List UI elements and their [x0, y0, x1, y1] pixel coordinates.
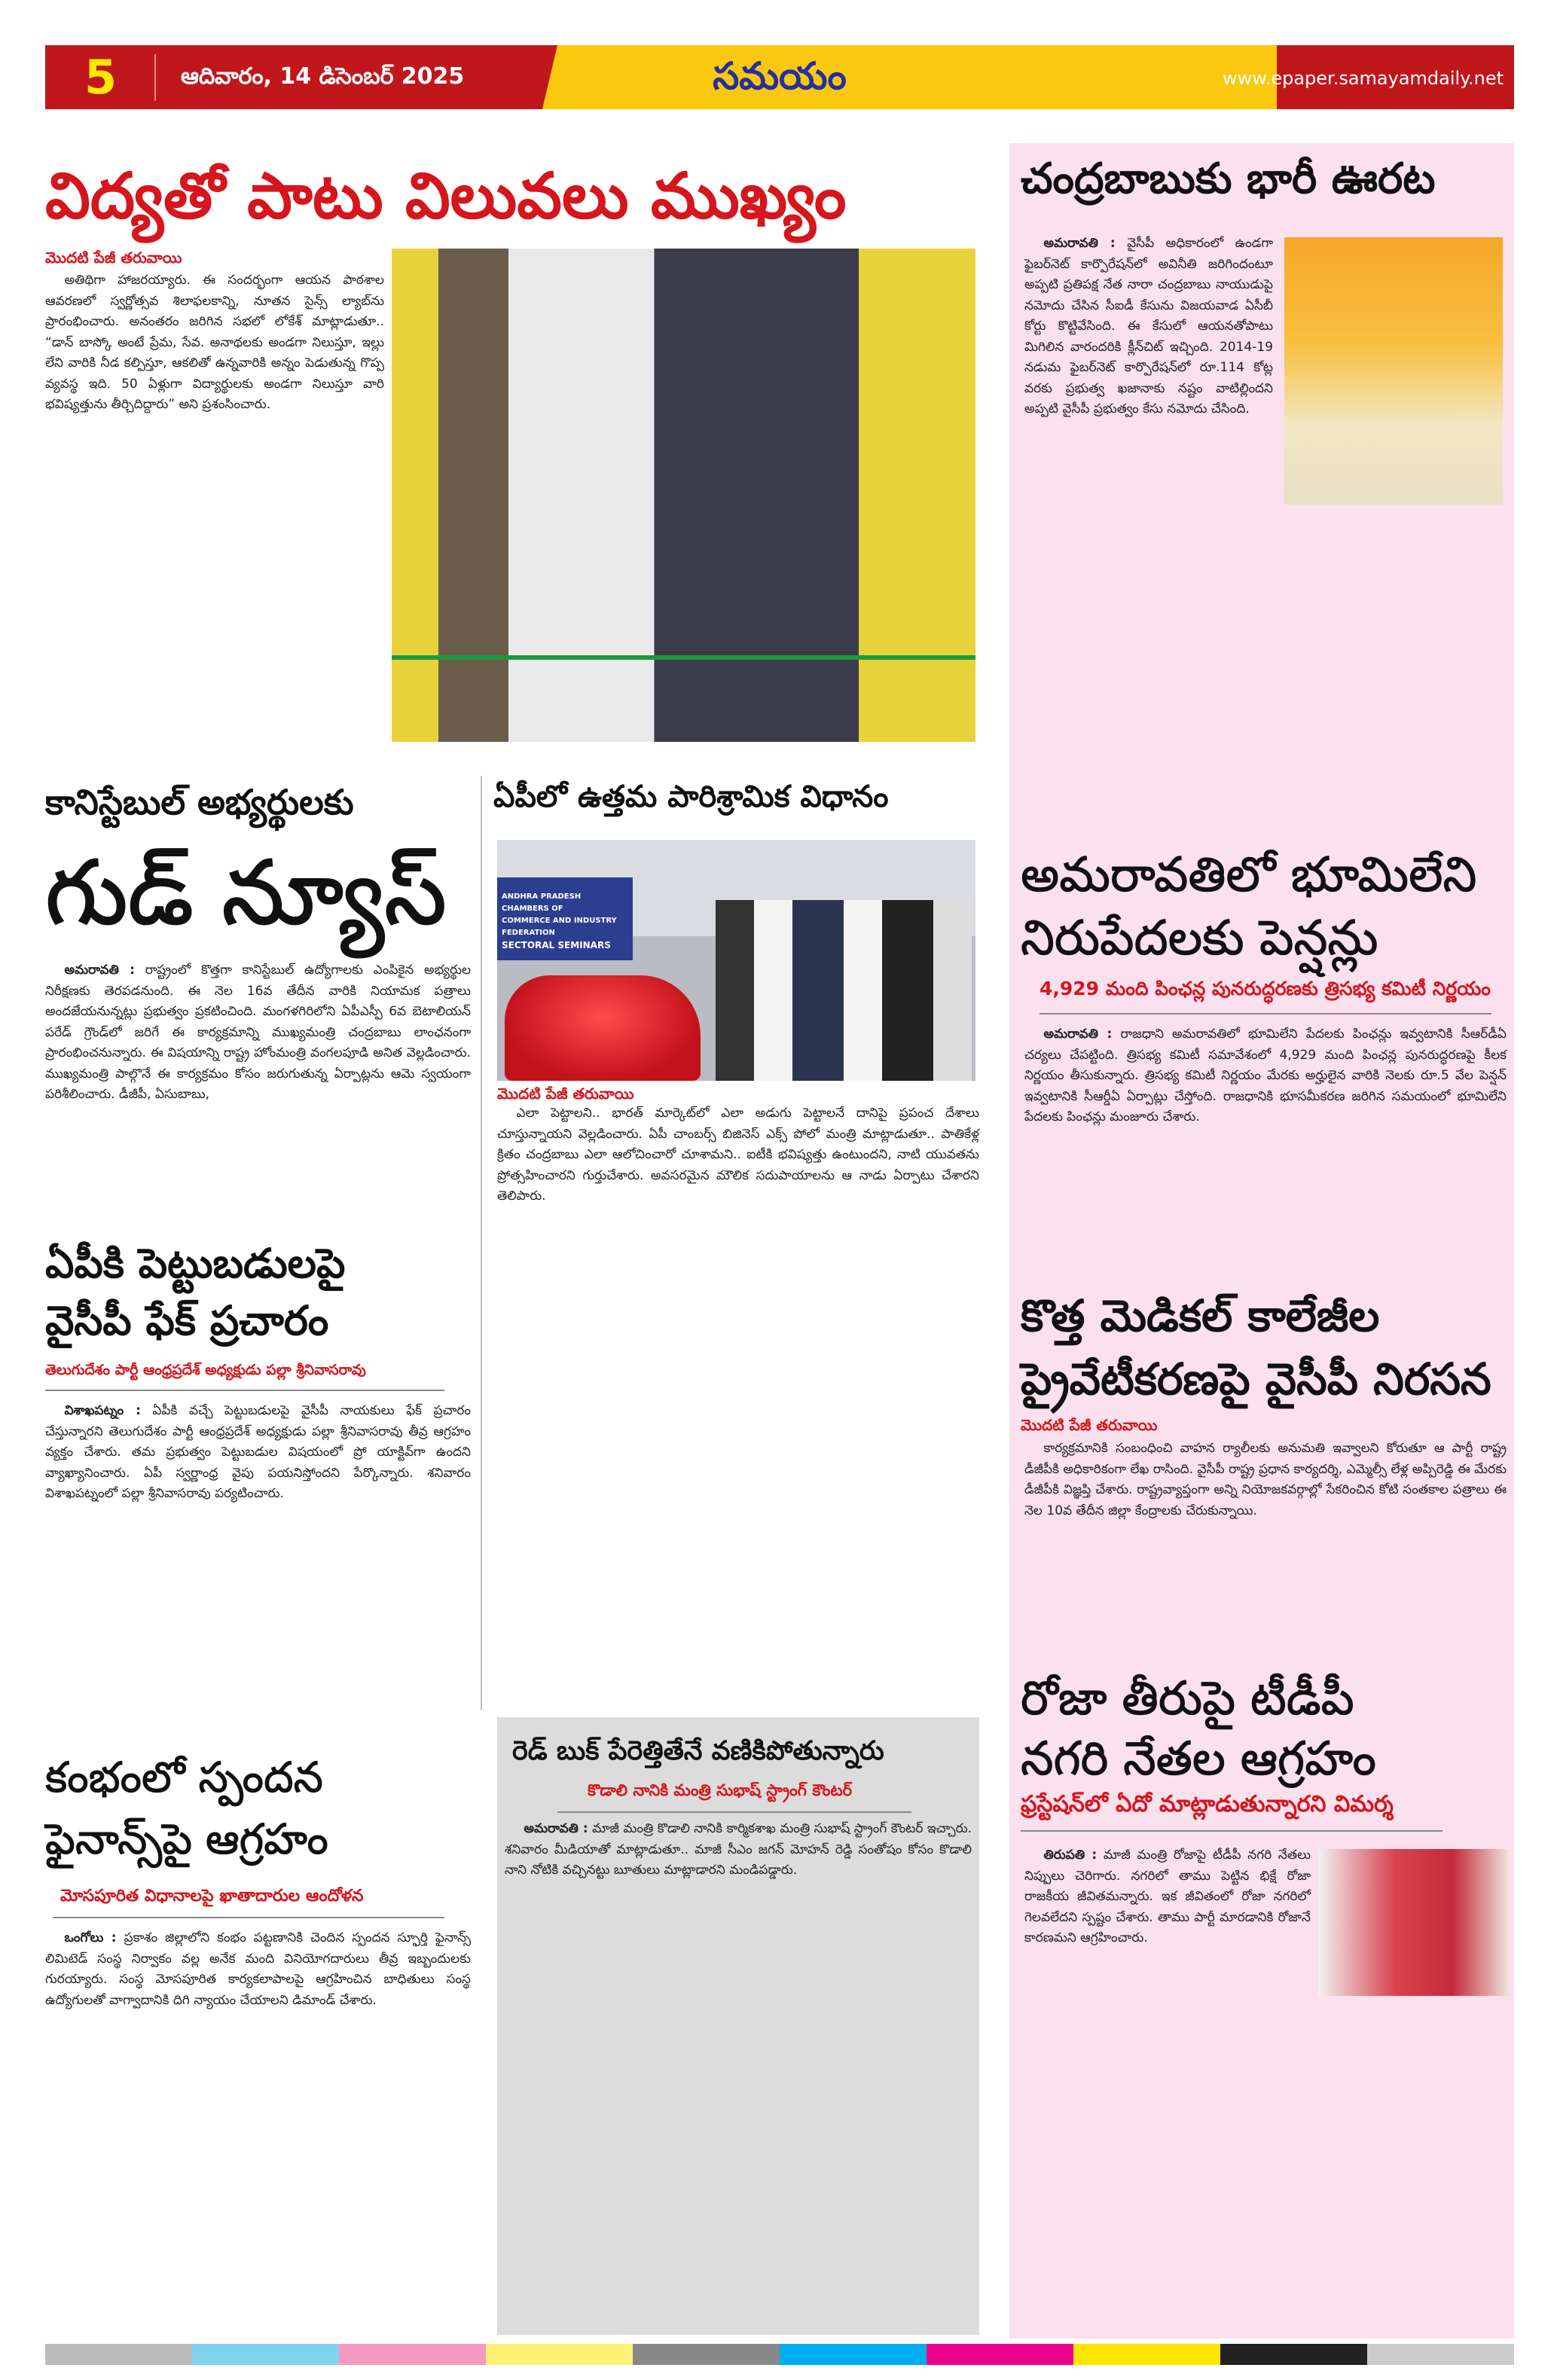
redbook-box [497, 1717, 979, 2335]
constable-body: అమరావతి : రాష్ట్రంలో కొత్తగా కానిస్టేబుల్ ఉద్యోగాలకు ఎంపికైన అభ్యర్థుల నిరీక్షణకు తెరపడనుంది. ఈ నెల 16వ తేదీన వారికి నియామక పత్రాలు అందజేయనున్నట్లు ప్రభుత్వం ప్రకటించింది. మంగళగిరిలోని ఏపీఎస్పీ 6వ బెటాలియన్ పరేడ్ గ్రౌండ్‌లో జరిగే ఈ కార్యక్రమాన్ని ముఖ్యమంత్రి చంద్రబాబు లాంఛనంగా ప్రారంభించనున్నారు. ఈ విషయాన్ని రాష్ట్ర హోంమంత్రి వంగలపూడి అనిత వెల్లడించారు. ముఖ్యమంత్రి పాల్గొనే ఈ కార్యక్రమం కోసం జరుగుతున్న ఏర్పాట్లను ఆమె స్వయంగా పరిశీలించారు. డీజీపీ, ఏసుబాబు, [45, 963, 471, 1103]
kambham-headline: కంభంలో స్పందన ఫైనాన్స్‌పై ఆగ్రహం [45, 1753, 328, 1864]
dignitaries [716, 900, 972, 1081]
color-bar [927, 2344, 1073, 2365]
lead-body: అతిథిగా హాజరయ్యారు. ఈ సందర్భంగా ఆయన పాఠశాల ఆవరణలో స్వర్ణోత్సవ శిలాఫలకాన్ని, నూతన సైన్స్ ల్యాబ్‌ను ప్రారంభించారు. అనంతరం జరిగిన సభలో లోకేశ్ మాట్లాడుతూ.. “డాన్ బాస్కో అంటే ప్రేమ, సేవ. అనాథలకు అండగా నిలుస్తూ, ఇల్లు లేని వారికి నీడ కల్పిస్తూ, ఆకలితో ఉన్నవారికి అన్నం పెడుతున్న గొప్ప వ్యవస్థ ఇది. 50 ఏళ్లుగా విద్యార్థులకు అండగా నిలుస్తూ వారి భవిష్యత్తును తీర్చిదిద్దారు” అని ప్రశంసించారు. [45, 273, 384, 413]
lead-photo [392, 249, 975, 742]
chandrababu-headline: చంద్రబాబుకు భారీ ఊరట [1021, 154, 1436, 203]
newspaper-logo: సమయం [713, 54, 847, 98]
constable-headline-line1: కానిస్టేబుల్ అభ్యర్థులకు [45, 782, 354, 822]
masthead [45, 45, 1514, 109]
redbook-headline: రెడ్ బుక్ పేరెత్తితేనే వణికిపోతున్నారు [512, 1736, 884, 1766]
constable-headline-line2: గుడ్ న్యూస్ [45, 841, 447, 944]
kambham-body: ఒంగోలు : ప్రకాశం జిల్లాలోని కంభం పట్టణానికి చెందిన స్పందన స్ఫూర్తి ఫైనాన్స్ లిమిటెడ్ సంస్థ నిర్వాకం వల్ల అనేక మంది వినియోగదారులు తీవ్ర ఇబ్బందులకు గురయ్యారు. సంస్థ మోసపూరిత కార్యకలాపాలపై ఆగ్రహించిన బాధితులు సంస్థ ఉద్యోగులతో వాగ్వాదానికి దిగి న్యాయం చేయాలని డిమాండ్ చేశారు. [45, 1930, 472, 2008]
roja-headline: రోజా తీరుపై టీడీపీ నగరి నేతల ఆగ్రహం [1021, 1671, 1376, 1786]
color-bar [1073, 2344, 1220, 2365]
divider [1040, 1013, 1491, 1015]
investment-subhead: తెలుగుదేశం పార్టీ ఆంధ్రప్రదేశ్ అధ్యక్షుడు పల్లా శ్రీనివాసరావు [45, 1362, 366, 1378]
continued-label: మొదటి పేజీ తరువాయి [45, 249, 182, 267]
color-bar [1367, 2344, 1514, 2365]
page-number: 5 [84, 50, 118, 105]
continued-label: మొదటి పేజీ తరువాయి [497, 1085, 634, 1103]
continued-label: మొదటి పేజీ తరువాయి [1021, 1416, 1158, 1434]
redbook-body: అమరావతి : మాజీ మంత్రి కొడాలి నానికి కార్మికశాఖ మంత్రి సుభాష్ స్ట్రాంగ్ కౌంటర్ ఇచ్చారు. శనివారం మీడియాతో మాట్లాడుతూ.. మాజీ సీఎం జగన్ మోహన్ రెడ్డి సంతోషం కోసం కొడాలి నాని నోటికి వచ్చినట్టు బూతులు మాట్లాడారని మండిపడ్డారు. [505, 1821, 972, 1878]
divider [1021, 1830, 1443, 1832]
color-bar [339, 2344, 486, 2365]
color-bar [1220, 2344, 1367, 2365]
investment-body: విశాఖపట్నం : ఏపీకి వచ్చే పెట్టుబడులపై వైసీపీ నాయకులు ఫేక్ ప్రచారం చేస్తున్నారని తెలుగుదేశం పార్టీ ఆంధ్రప్రదేశ్ అధ్యక్షుడు పల్లా శ్రీనివాసరావు తీవ్ర ఆగ్రహం వ్యక్తం చేశారు. తమ ప్రభుత్వం పెట్టుబడుల విషయంలో ప్రో యాక్టివ్‌గా ఉందని వ్యాఖ్యానించారు. ఏపీ స్వర్ణాంధ్ర వైపు పయనిస్తోందని పేర్కొన్నారు. శనివారం విశాఖపట్నంలో పల్లా శ్రీనివాసరావు పర్యటించారు. [45, 1403, 472, 1502]
color-bar [633, 2344, 780, 2365]
issue-date: ఆదివారం, 14 డిసెంబర్ 2025 [181, 63, 465, 90]
industrial-photo [497, 840, 975, 1081]
industrial-body: ఎలా పెట్టాలని.. భారత్ మార్కెట్‌లో ఎలా అడుగు పెట్టాలనే దానిపై ప్రపంచ దేశాలు చూస్తున్నాయని వెల్లడించారు. ఏపీ చాంబర్స్ బిజినెస్ ఎక్స్ పోలో మంత్రి మాట్లాడుతూ.. పాతికేళ్ల క్రితం చంద్రబాబు ఎలా ఆలోచించారో చూశామని.. ఐటీకి భవిష్యత్తు ఉంటుందని, నాటి యువతను ప్రోత్సహించారని గుర్తుచేశారు. అవసరమైన మౌలిక సదుపాయాలను ఆ నాడు ఏర్పాటు చేశారని తెలిపారు. [497, 1106, 979, 1204]
roja-photo [1318, 1849, 1510, 1996]
pension-body: అమరావతి : రాజధాని అమరావతిలో భూమిలేని పేదలకు పింఛన్లు ఇవ్వటానికి సీఆర్‌డీఏ చర్యలు చేపట్టింది. త్రిసభ్య కమిటీ సమావేశంలో 4,929 మంది పింఛన్ల పునరుద్ధరణపై కీలక నిర్ణయం తీసుకున్నారు. త్రిసభ్య కమిటీ నిర్ణయం మేరకు అర్హులైన వారికి నెలకు రూ.5 వేల పెన్షన్ ఇవ్వటానికి సీఆర్డీఏ ఏర్పాట్లు చేస్తోంది. రాజధానికి భూసమీకరణ జరిగిన సమయంలో భూమిలేని పేదలకు పింఛన్లు మంజూరు చేశారు. [1024, 1027, 1507, 1125]
industrial-headline: ఏపీలో ఉత్తమ పారిశ్రామిక విధానం [493, 780, 889, 814]
medical-headline: కొత్త మెడికల్ కాలేజీల ప్రైవేటీకరణపై వైసీపీ నిరసన [1021, 1290, 1491, 1405]
chandrababu-photo [1284, 237, 1503, 505]
color-bar [780, 2344, 927, 2365]
color-bar [486, 2344, 633, 2365]
chandrababu-body: అమరావతి : వైసీపీ అధికారంలో ఉండగా ఫైబర్‌నెట్ కార్పొరేషన్‌లో అవినీతి జరిగిందంటూ అప్పటి ప్రతిపక్ష నేత నారా చంద్రబాబు నాయుడుపై నమోదు చేసిన సీఐడీ కేసును విజయవాడ ఏసీబీ కోర్టు కొట్టివేసింది. ఈ కేసులో ఆయనతోపాటు మిగిలిన వారందరికి క్లీన్‌చిట్ ఇచ్చింది. 2014-19 నడుమ ఫైబర్‌నెట్ కార్పొరేషన్‌లో రూ.114 కోట్ల వరకు ప్రభుత్వ ఖజానాకు నష్టం వాటిల్లిందని అప్పటి వైసీపీ ప్రభుత్వం కేసు నమోదు చేసింది. [1024, 236, 1273, 417]
print-registration-bars [45, 2344, 1514, 2365]
pension-subhead: 4,929 మంది పింఛన్ల పునరుద్ధరణకు త్రిసభ్య కమిటీ నిర్ణయం [1040, 978, 1491, 999]
color-bar [192, 2344, 339, 2365]
lead-headline: విద్యతో పాటు విలువలు ముఖ్యం [45, 159, 847, 233]
divider [557, 1811, 911, 1813]
pension-headline: అమరావతిలో భూమిలేని నిరుపేదలకు పెన్షన్లు [1021, 847, 1477, 966]
column-divider [481, 776, 482, 1710]
epaper-url[interactable]: www.epaper.samayamdaily.net [1223, 68, 1504, 89]
kambham-subhead: మోసపూరిత విధానాలపై ఖాతాదారుల ఆందోళన [60, 1887, 364, 1906]
divider [53, 1917, 444, 1918]
divider [45, 1390, 444, 1391]
medical-body: కార్యక్రమానికి సంబంధించి వాహన ర్యాలీలకు అనుమతి ఇవ్వాలని కోరుతూ ఆ పార్టీ రాష్ట్ర డీజీపీకి అధికారికంగా లేఖ రాసింది. వైసీపీ రాష్ట్ర ప్రధాన కార్యదర్శి, ఎమ్మెల్సీ లేళ్ల అప్పిరెడ్డి ఈ మేరకు డీజీపీకి విజ్ఞప్తి చేశారు. రాష్ట్రవ్యాప్తంగా అన్ని నియోజకవర్గాల్లో సేకరించిన కోటి సంతకాల పత్రాలు ఈ నెల 10వ తేదీన జిల్లా కేంద్రాలకు చేరుకున్నాయి. [1024, 1441, 1507, 1518]
roja-body: తిరుపతి : మాజీ మంత్రి రోజాపై టీడీపీ నగరి నేతలు నిప్పులు చెరిగారు. నగరిలో తాము పెట్టిన భిక్షే రోజా రాజకీయ జీవితమన్నారు. ఇక జీవితంలో రోజా నగరిలో గెలవలేదని స్పష్టం చేశారు. తాము పార్టీ మారడానికి రోజానే కారణమని ఆగ్రహించారు. [1024, 1848, 1311, 1946]
investment-headline: ఏపీకి పెట్టుబడులపై వైసీపీ ఫేక్ ప్రచారం [45, 1240, 346, 1344]
redbook-subhead: కొడాలి నానికి మంత్రి సుభాష్ స్ట్రాంగ్ కౌంటర్ [588, 1781, 853, 1799]
color-bar [45, 2344, 192, 2365]
roja-subhead: ఫ్రస్టేషన్‌లో ఏదో మాట్లాడుతున్నారని విమర్శ [1021, 1791, 1394, 1817]
ribbon [392, 655, 975, 660]
red-car [505, 975, 701, 1081]
event-banner: ANDHRA PRADESH CHAMBERS OF COMMERCE AND INDUSTRY FEDERATION SECTORAL SEMINARS [497, 877, 633, 960]
